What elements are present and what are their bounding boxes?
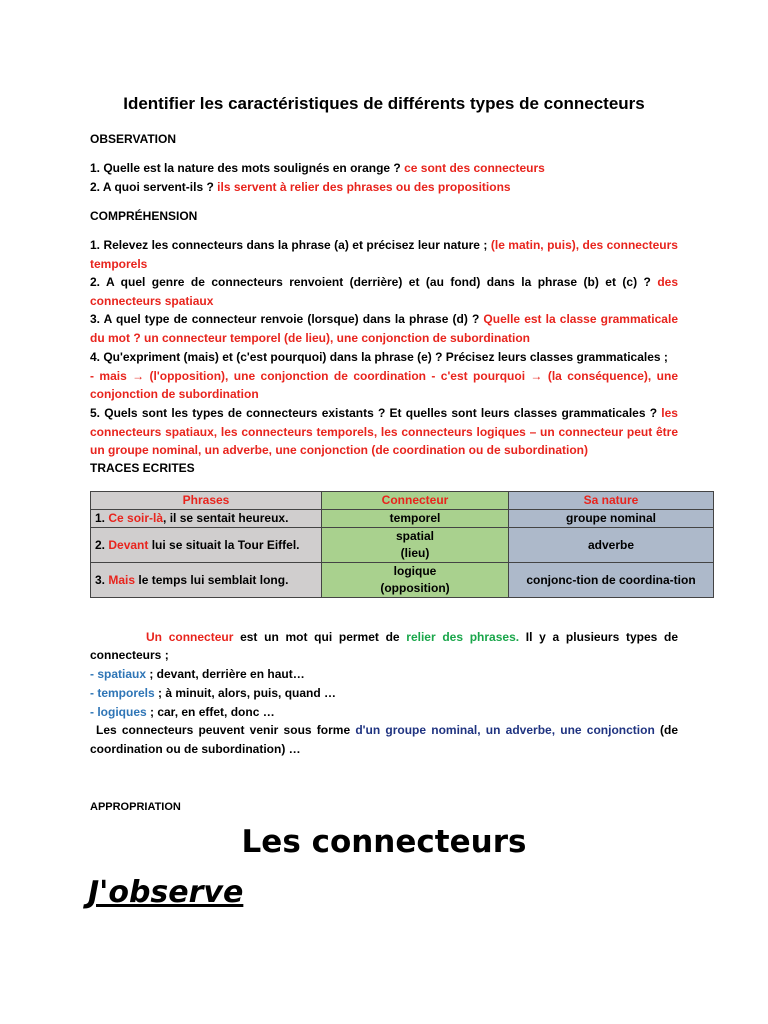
- summary-highlight: relier des phrases.: [406, 630, 520, 644]
- comprehension-q2: [90, 273, 678, 310]
- comprehension-q3: [90, 310, 678, 347]
- connector-subtype: (lieu): [400, 546, 430, 560]
- type-spatiaux: [90, 665, 305, 683]
- answer-text: les connecteurs spatiaux, les connecteurs temporels, les connecteurs logiques – un connecteur peut être un groupe nominal, un adverbe, une conjonction (de coordination ou de subordination): [90, 406, 678, 457]
- nature-cell: adverbe: [509, 528, 714, 563]
- connector-type-cell: [322, 510, 509, 528]
- row-number: 1.: [95, 511, 106, 525]
- comprehension-q1: [90, 236, 678, 273]
- appropriation-heading: APPROPRIATION: [90, 801, 181, 813]
- question-text: 5. Quels sont les types de connecteurs existants ? Et quelles sont leurs classes grammaticales ?: [90, 406, 658, 420]
- section-title: Les connecteurs: [241, 824, 527, 860]
- comprehension-heading: COMPRÉHENSION: [90, 209, 198, 223]
- table-row: [91, 510, 714, 528]
- connector-word: Mais: [108, 572, 136, 587]
- observation-q2: [90, 178, 511, 196]
- answer-text: ce sont des connecteurs: [404, 161, 545, 175]
- type-examples: ; car, en effet, donc …: [146, 705, 275, 719]
- connector-type-cell: [322, 528, 509, 563]
- comprehension-q5: [90, 404, 678, 460]
- type-examples: ; devant, derrière en haut…: [146, 667, 305, 681]
- type-label: - spatiaux: [90, 667, 147, 681]
- question-text: 3. A quel type de connecteur renvoie (lorsque) dans la phrase (d) ?: [90, 312, 480, 326]
- phrase-rest: , il se sentait heureux.: [163, 511, 289, 525]
- type-logiques: [90, 703, 275, 721]
- nature-cell: conjonc-tion de coordina-tion: [509, 563, 714, 598]
- phrase-rest: lui se situait la Tour Eiffel.: [148, 537, 300, 552]
- phrase-cell: [91, 510, 322, 528]
- phrase-rest: le temps lui semblait long.: [135, 572, 289, 587]
- column-header-nature: Sa nature: [509, 492, 714, 510]
- type-label: - logiques: [90, 705, 147, 719]
- traces-table: [90, 491, 714, 598]
- summary-text: Les connecteurs peuvent venir sous forme: [96, 723, 356, 737]
- summary-text: (de coordination ou de subordination) …: [90, 723, 678, 756]
- connector-type: spatial: [395, 529, 434, 543]
- row-number: 2.: [95, 537, 106, 552]
- connector-word: Ce soir-là: [108, 511, 164, 525]
- row-number: 3.: [95, 572, 106, 587]
- traces-heading: TRACES ECRITES: [90, 461, 195, 475]
- summary-highlight: d'un groupe nominal, un adverbe, une conjonction: [355, 723, 655, 737]
- summary-definition: [90, 628, 678, 664]
- question-text: 2. A quel genre de connecteurs renvoient (derrière) et (au fond) dans la phrase (b) et (c) ?: [90, 275, 651, 289]
- summary-subject: Un connecteur: [146, 630, 234, 644]
- summary-text: est un mot qui permet de: [233, 630, 407, 644]
- question-text: 1. Relevez les connecteurs dans la phrase (a) et précisez leur nature ;: [90, 238, 488, 252]
- page-title: Identifier les caractéristiques de différents types de connecteurs: [123, 94, 645, 113]
- observation-q1: [90, 159, 545, 177]
- phrase-cell: [91, 563, 322, 598]
- table-row: [91, 528, 714, 563]
- answer-text: - mais → (l'opposition), une conjonction de coordination - c'est pourquoi → (la conséquence), une conjonction de subordination: [90, 368, 678, 401]
- answer-text: des connecteurs spatiaux: [90, 275, 678, 308]
- question-text: 4. Qu'expriment (mais) et (c'est pourquoi) dans la phrase (e) ? Précisez leurs classes grammaticales ;: [90, 350, 668, 364]
- summary-forms: [90, 721, 678, 759]
- column-header-phrases: Phrases: [91, 492, 322, 510]
- question-text: 1. Quelle est la nature des mots soulignés en orange ?: [90, 161, 401, 175]
- table-row: [91, 563, 714, 598]
- connector-type-cell: [322, 563, 509, 598]
- type-examples: ; à minuit, alors, puis, quand …: [154, 686, 337, 700]
- nature-cell: groupe nominal: [509, 510, 714, 528]
- column-header-connecteur: Connecteur: [322, 492, 509, 510]
- connector-type: temporel: [389, 511, 441, 525]
- answer-text: Quelle est la classe grammaticale du mot ? un connecteur temporel (de lieu), une conjonction de subordination: [90, 312, 678, 345]
- table-header-row: [91, 492, 714, 510]
- answer-text: ils servent à relier des phrases ou des propositions: [217, 180, 511, 194]
- connector-word: Devant: [108, 537, 149, 552]
- connector-type: logique: [393, 564, 437, 578]
- question-text: 2. A quoi servent-ils ?: [90, 180, 214, 194]
- connector-subtype: (opposition): [380, 581, 450, 595]
- answer-text: (le matin, puis), des connecteurs temporels: [90, 238, 678, 271]
- type-temporels: [90, 684, 336, 702]
- type-label: - temporels: [90, 686, 155, 700]
- phrase-cell: [91, 528, 322, 563]
- summary-text: Il y a plusieurs types de connecteurs ;: [90, 630, 678, 662]
- observation-heading: OBSERVATION: [90, 132, 177, 146]
- comprehension-q4: [90, 348, 678, 404]
- observe-heading: J'observe: [88, 875, 244, 910]
